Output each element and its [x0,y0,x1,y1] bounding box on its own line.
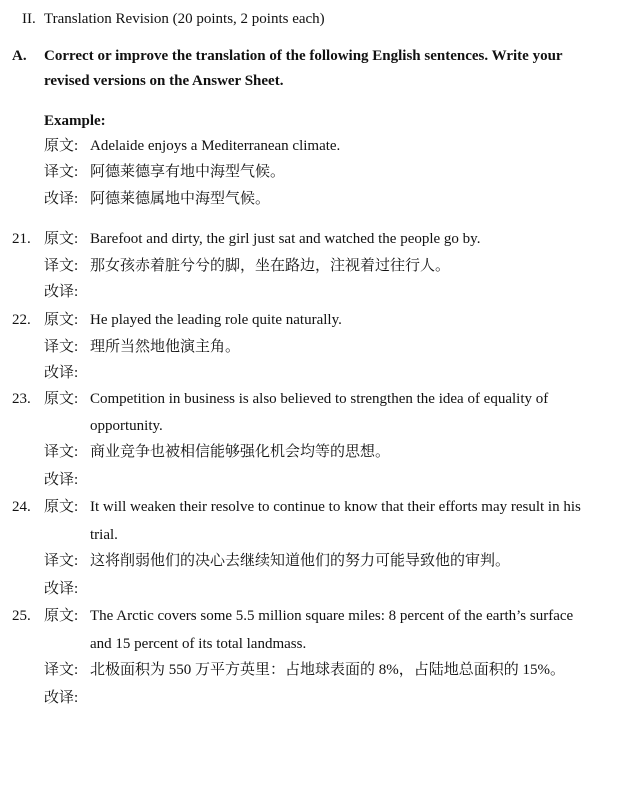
part-instructions-line2: revised versions on the Answer Sheet. [44,73,284,89]
item-source-label: 原文: [44,391,79,407]
item-source-line: The Arctic covers some 5.5 million square miles: 8 percent of the earth’s surface [90,608,574,624]
item-revision-label: 改译: [44,284,79,300]
section-title: Translation Revision (20 points, 2 points each) [44,11,325,27]
item-source-line: It will weaken their resolve to continue to know that their efforts may result in his [90,499,581,515]
item-number: 24. [12,499,31,515]
item-translation-label: 译文: [44,339,79,355]
item-translation: 那女孩赤着脏兮兮的脚，坐在路边，注视着过往行人。 [90,258,451,274]
item-revision-label: 改译: [44,472,79,488]
section-number: II. [22,11,36,27]
part-letter: A. [12,48,27,64]
item-source-label: 原文: [44,231,79,247]
part-instructions-line1: Correct or improve the translation of the following English sentences. Write your [44,48,563,64]
item-source-label: 原文: [44,312,79,328]
item-translation-label: 译文: [44,444,79,460]
item-source-line: opportunity. [90,418,163,434]
item-number: 21. [12,231,31,247]
item-revision-label: 改译: [44,365,79,381]
example-source-label: 原文: [44,138,79,154]
item-revision-label: 改译: [44,581,79,597]
example-translation: 阿德莱德享有地中海型气候。 [90,164,286,180]
item-translation: 这将削弱他们的决心去继续知道他们的努力可能导致他的审判。 [90,553,511,569]
example-translation-label: 译文: [44,164,79,180]
item-number: 23. [12,391,31,407]
item-number: 22. [12,312,31,328]
item-translation: 理所当然地他演主角。 [90,339,241,355]
example-heading: Example: [44,113,106,129]
item-source-line: and 15 percent of its total landmass. [90,636,307,652]
item-translation: 北极面积为 550 万平方英里：占地球表面的 8%，占陆地总面积的 15%。 [90,662,565,678]
item-translation-label: 译文: [44,553,79,569]
item-revision-label: 改译: [44,690,79,706]
item-source-line: Barefoot and dirty, the girl just sat and watched the people go by. [90,231,481,247]
item-source-label: 原文: [44,499,79,515]
example-revision: 阿德莱德属地中海型气候。 [90,191,271,207]
item-translation-label: 译文: [44,662,79,678]
item-number: 25. [12,608,31,624]
item-source-line: trial. [90,527,118,543]
item-translation: 商业竞争也被相信能够强化机会均等的思想。 [90,444,391,460]
item-source-line: He played the leading role quite naturally. [90,312,342,328]
example-source: Adelaide enjoys a Mediterranean climate. [90,138,341,154]
item-translation-label: 译文: [44,258,79,274]
item-source-label: 原文: [44,608,79,624]
example-revision-label: 改译: [44,191,79,207]
item-source-line: Competition in business is also believed to strengthen the idea of equality of [90,391,549,407]
